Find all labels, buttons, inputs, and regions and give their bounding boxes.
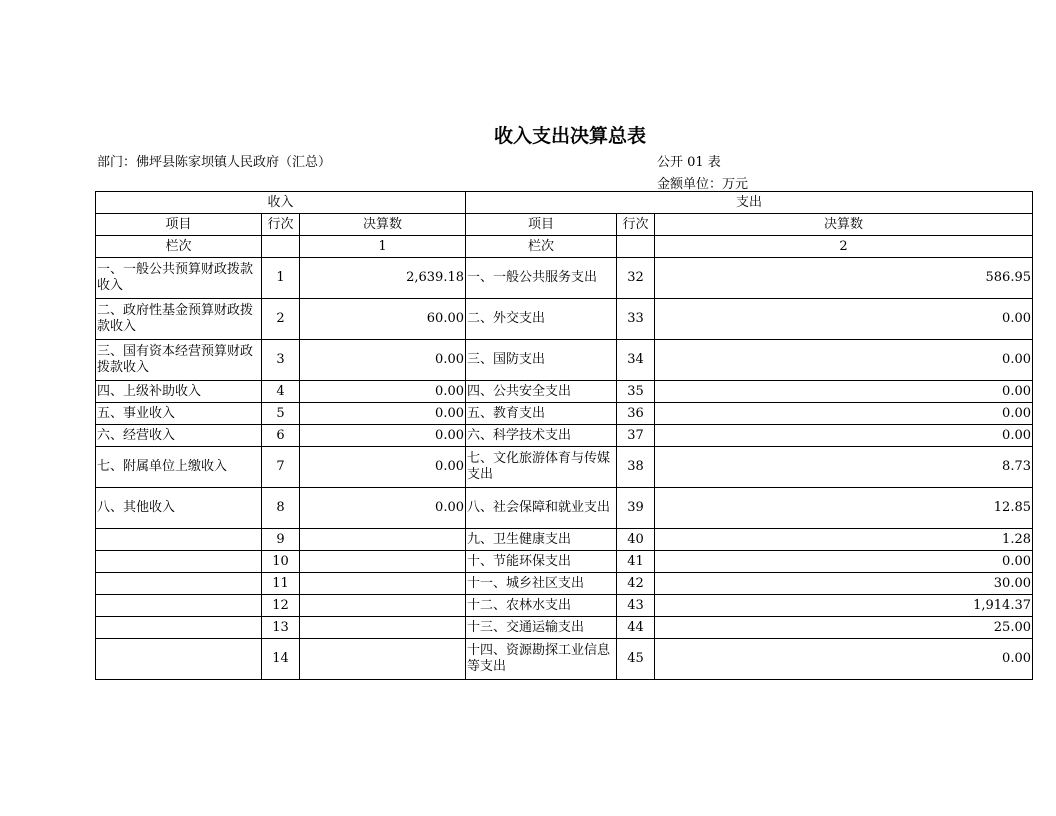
expense-row-number: 36 (617, 403, 655, 425)
expense-amount: 586.95 (655, 258, 1033, 299)
expense-item: 十二、农林水支出 (466, 595, 617, 617)
table-row (96, 403, 1033, 425)
income-row-number: 10 (262, 551, 300, 573)
income-row-number: 2 (262, 299, 300, 340)
table-row (96, 639, 1033, 680)
form-number: 公开 01 表 (657, 155, 721, 170)
income-column-label: 栏次 (96, 236, 262, 258)
expense-row-number: 45 (617, 639, 655, 680)
income-item (96, 595, 262, 617)
income-row-number: 9 (262, 529, 300, 551)
income-amount: 0.00 (300, 340, 466, 381)
income-item: 六、经营收入 (96, 425, 262, 447)
expense-amount: 0.00 (655, 299, 1033, 340)
expense-row-number: 34 (617, 340, 655, 381)
expense-amount: 1.28 (655, 529, 1033, 551)
table-row (96, 381, 1033, 403)
expense-amount: 25.00 (655, 617, 1033, 639)
income-amount: 0.00 (300, 488, 466, 529)
expense-amount: 0.00 (655, 639, 1033, 680)
expense-row-number: 39 (617, 488, 655, 529)
income-column-number: 1 (300, 236, 466, 258)
expense-row-number: 42 (617, 573, 655, 595)
income-row-number: 12 (262, 595, 300, 617)
income-amount (300, 573, 466, 595)
expense-row-number: 37 (617, 425, 655, 447)
expense-amount: 0.00 (655, 403, 1033, 425)
income-amount: 2,639.18 (300, 258, 466, 299)
expense-row-number: 38 (617, 447, 655, 488)
expense-amount: 30.00 (655, 573, 1033, 595)
income-amount: 60.00 (300, 299, 466, 340)
income-amount (300, 639, 466, 680)
expense-item: 十三、交通运输支出 (466, 617, 617, 639)
expense-row-number: 40 (617, 529, 655, 551)
empty-cell (617, 236, 655, 258)
table-row (96, 595, 1033, 617)
expense-row-number: 35 (617, 381, 655, 403)
table-row (96, 299, 1033, 340)
report-title: 收入支出决算总表 (493, 125, 646, 147)
expense-row-number: 43 (617, 595, 655, 617)
expense-item: 九、卫生健康支出 (466, 529, 617, 551)
expense-amount: 12.85 (655, 488, 1033, 529)
table-row (96, 551, 1033, 573)
department-label: 部门：佛坪县陈家坝镇人民政府（汇总） (97, 155, 332, 170)
income-item (96, 573, 262, 595)
expense-row-number: 44 (617, 617, 655, 639)
expense-item: 八、社会保障和就业支出 (466, 488, 617, 529)
expense-amount: 0.00 (655, 551, 1033, 573)
table-row (96, 447, 1033, 488)
table-row (96, 573, 1033, 595)
expense-column-number: 2 (655, 236, 1033, 258)
table-row (96, 617, 1033, 639)
income-amount: 0.00 (300, 447, 466, 488)
expense-item: 十、节能环保支出 (466, 551, 617, 573)
income-item: 七、附属单位上缴收入 (96, 447, 262, 488)
expense-item: 十四、资源勘探工业信息等支出 (466, 639, 617, 680)
income-row-number: 11 (262, 573, 300, 595)
table-row (96, 258, 1033, 299)
income-amount (300, 617, 466, 639)
expense-item: 四、公共安全支出 (466, 381, 617, 403)
expense-item: 二、外交支出 (466, 299, 617, 340)
expense-item: 十一、城乡社区支出 (466, 573, 617, 595)
income-item: 五、事业收入 (96, 403, 262, 425)
table-row (96, 340, 1033, 381)
income-header: 收入 (96, 192, 466, 214)
income-item (96, 617, 262, 639)
expense-amount: 1,914.37 (655, 595, 1033, 617)
income-row-number: 14 (262, 639, 300, 680)
expense-item-header: 项目 (466, 214, 617, 236)
expense-row-number: 41 (617, 551, 655, 573)
income-amount-header: 决算数 (300, 214, 466, 236)
expense-item: 六、科学技术支出 (466, 425, 617, 447)
income-amount (300, 595, 466, 617)
income-amount (300, 529, 466, 551)
expense-amount: 0.00 (655, 340, 1033, 381)
expense-row-number: 33 (617, 299, 655, 340)
income-row-number: 13 (262, 617, 300, 639)
income-row-number: 6 (262, 425, 300, 447)
income-row-number: 5 (262, 403, 300, 425)
empty-cell (262, 236, 300, 258)
expense-item: 三、国防支出 (466, 340, 617, 381)
table-row (96, 488, 1033, 529)
amount-unit: 金额单位：万元 (657, 177, 749, 192)
income-amount: 0.00 (300, 425, 466, 447)
income-item (96, 529, 262, 551)
income-row-number: 3 (262, 340, 300, 381)
income-amount (300, 551, 466, 573)
expense-header: 支出 (466, 192, 1033, 214)
expense-item: 一、一般公共服务支出 (466, 258, 617, 299)
expense-row-number: 32 (617, 258, 655, 299)
income-row-number: 1 (262, 258, 300, 299)
income-row-number: 4 (262, 381, 300, 403)
income-row-number: 7 (262, 447, 300, 488)
income-item: 一、一般公共预算财政拨款收入 (96, 258, 262, 299)
expense-item: 七、文化旅游体育与传媒支出 (466, 447, 617, 488)
income-item (96, 551, 262, 573)
income-item (96, 639, 262, 680)
expense-amount-header: 决算数 (655, 214, 1033, 236)
income-row-number: 8 (262, 488, 300, 529)
income-rowno-header: 行次 (262, 214, 300, 236)
expense-amount: 8.73 (655, 447, 1033, 488)
income-amount: 0.00 (300, 403, 466, 425)
table-row (96, 529, 1033, 551)
income-item: 二、政府性基金预算财政拨款收入 (96, 299, 262, 340)
income-item: 四、上级补助收入 (96, 381, 262, 403)
expense-amount: 0.00 (655, 425, 1033, 447)
expense-rowno-header: 行次 (617, 214, 655, 236)
income-item-header: 项目 (96, 214, 262, 236)
expense-amount: 0.00 (655, 381, 1033, 403)
expense-item: 五、教育支出 (466, 403, 617, 425)
expense-column-label: 栏次 (466, 236, 617, 258)
income-item: 八、其他收入 (96, 488, 262, 529)
table-row (96, 425, 1033, 447)
income-item: 三、国有资本经营预算财政拨款收入 (96, 340, 262, 381)
income-amount: 0.00 (300, 381, 466, 403)
income-expense-table (95, 191, 1033, 680)
